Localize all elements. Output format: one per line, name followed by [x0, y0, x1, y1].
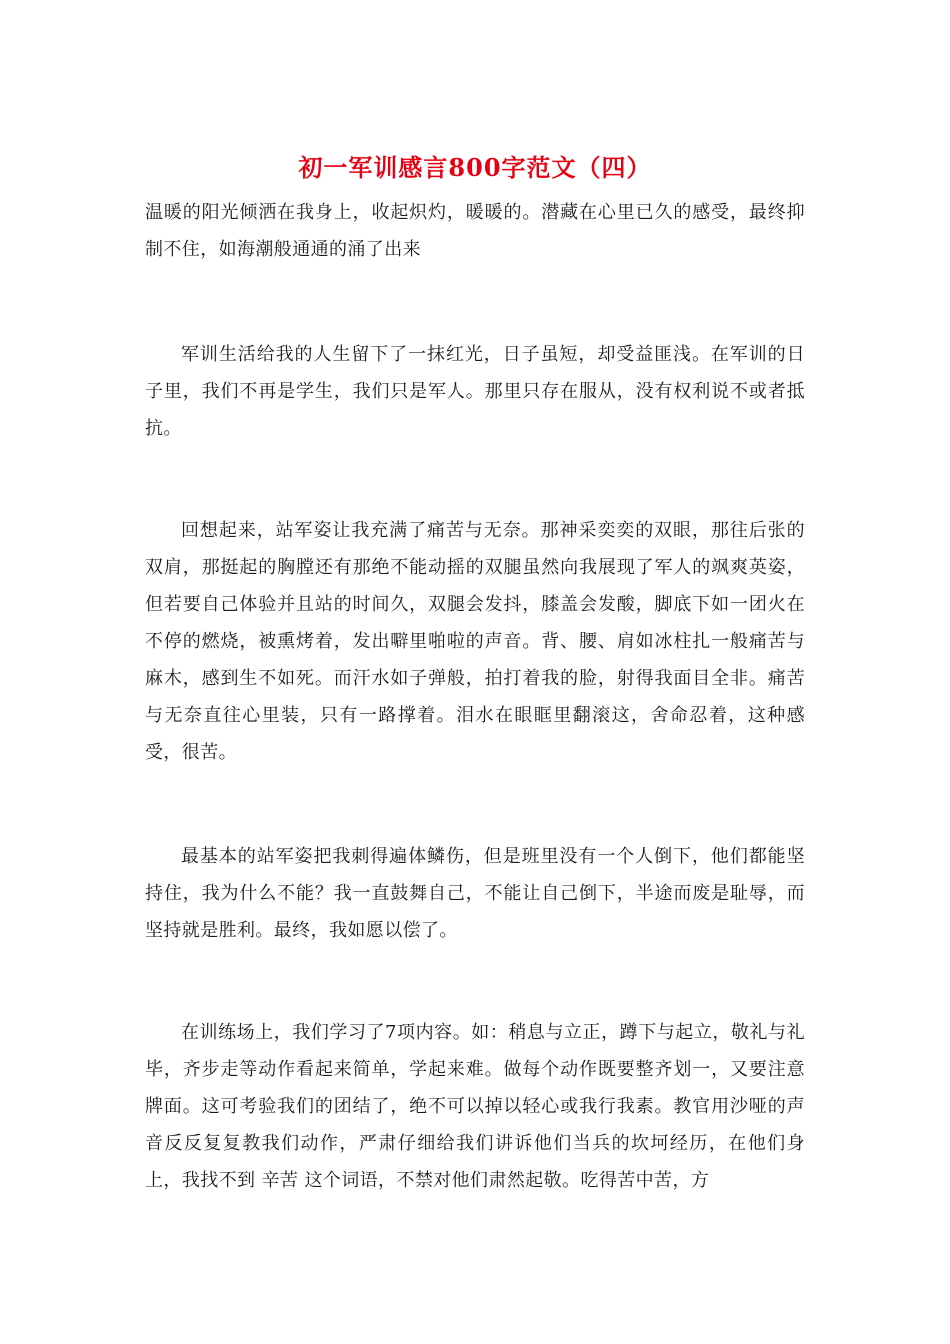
paragraph-3: 回想起来，站军姿让我充满了痛苦与无奈。那神采奕奕的双眼，那往后张的双肩，那挺起的胸膛还有那绝不能动摇的双腿虽然向我展现了军人的飒爽英姿，但若要自己体验并且站的时间久，双腿会发抖，膝盖会发酸，脚底下如一团火在不停的燃烧，被熏烤着，发出噼里啪啦的声音。背、腰、肩如冰柱扎一般痛苦与麻木，感到生不如死。而汗水如子弹般，拍打着我的脸，射得我面目全非。痛苦与无奈直往心里装，只有一路撑着。泪水在眼眶里翻滚这，舍命忍着，这种感受，很苦。 [145, 520, 805, 763]
paragraph-5: 在训练场上，我们学习了7项内容。如：稍息与立正，蹲下与起立，敬礼与礼毕，齐步走等动作看起来简单，学起来难。做每个动作既要整齐划一，又要注意牌面。这可考验我们的团结了，绝不可以掉以轻心或我行我素。教官用沙哑的声音反反复复教我们动作，严肃仔细给我们讲诉他们当兵的坎坷经历，在他们身上，我找不到 辛苦 这个词语，不禁对他们肃然起敬。吃得苦中苦，方 [145, 1022, 805, 1191]
document-title: 初一军训感言800字范文（四） [298, 153, 652, 182]
paragraph-4: 最基本的站军姿把我刺得遍体鳞伤，但是班里没有一个人倒下，他们都能坚持住，我为什么不能？我一直鼓舞自己，不能让自己倒下，半途而废是耻辱，而坚持就是胜利。最终，我如愿以偿了。 [145, 846, 805, 941]
paragraph-1: 温暖的阳光倾洒在我身上，收起炽灼，暖暖的。潜藏在心里已久的感受，最终抑制不住，如海潮般通通的涌了出来 [145, 202, 805, 260]
paragraph-2: 军训生活给我的人生留下了一抹红光，日子虽短，却受益匪浅。在军训的日子里，我们不再是学生，我们只是军人。那里只存在服从，没有权利说不或者抵抗。 [145, 344, 805, 439]
